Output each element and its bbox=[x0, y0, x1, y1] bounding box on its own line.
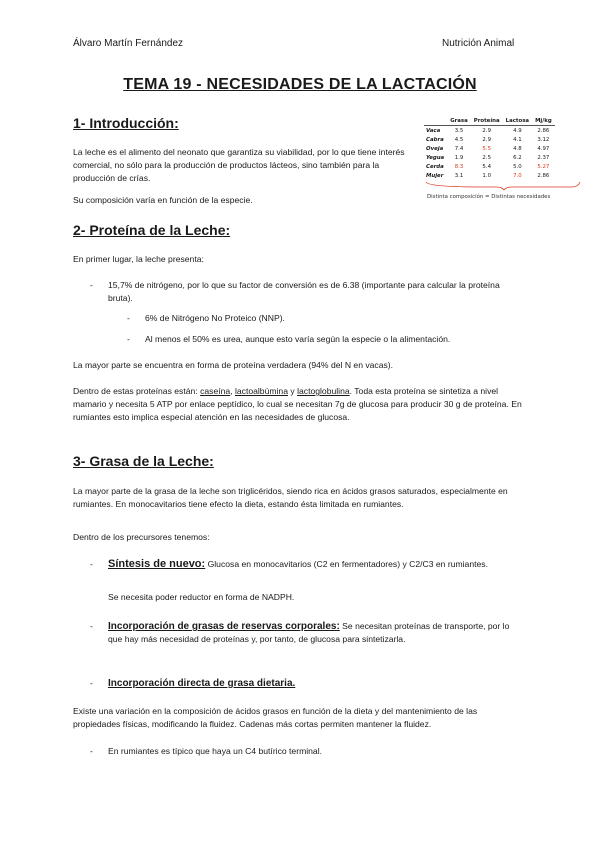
s3-item-reservas: - Incorporación de grasas de reservas corporales: Se necesitan proteínas de transporte, por lo que hay más necesidad de proteínas y, por tanto, de glucosa para sintetizarla. bbox=[90, 621, 510, 644]
value-cell: 8.3 bbox=[454, 163, 464, 170]
value-cell: 7.4 bbox=[454, 145, 464, 152]
brace-underline bbox=[424, 181, 584, 191]
species-cell: Oveja bbox=[426, 145, 444, 152]
composition-table bbox=[424, 116, 584, 200]
page-title: TEMA 19 - NECESIDADES DE LA LACTACIÓN bbox=[123, 76, 477, 93]
table-row bbox=[424, 135, 555, 144]
value-cell: 5.0 bbox=[513, 163, 522, 170]
value-cell: 4.8 bbox=[513, 145, 522, 152]
value-cell: 2.86 bbox=[532, 126, 555, 136]
header-subject: Nutrición Animal bbox=[442, 38, 515, 49]
table-header-cell bbox=[424, 116, 447, 126]
s1-paragraph-2: Su composición varía en función de la especie. bbox=[73, 195, 253, 205]
s2-paragraph-2: La mayor parte se encuentra en forma de proteína verdadera (94% del N en vacas). bbox=[73, 360, 394, 370]
table-header-cell: Mj/kg bbox=[535, 117, 552, 124]
species-cell: Yegua bbox=[426, 154, 445, 161]
s3-item-sintesis-note: Se necesita poder reductor en forma de NADPH. bbox=[108, 592, 295, 602]
value-cell: 4.9 bbox=[503, 126, 532, 136]
s2-paragraph-1: En primer lugar, la leche presenta: bbox=[73, 254, 204, 264]
value-cell: 7.0 bbox=[513, 172, 522, 179]
value-cell: 2.5 bbox=[482, 154, 491, 161]
value-cell: 3.12 bbox=[537, 136, 550, 143]
s3-bullet-butirico: - En rumiantes es típico que haya un C4 butírico terminal. bbox=[90, 746, 323, 756]
value-cell: 4.1 bbox=[513, 136, 522, 143]
species-cell: Vaca bbox=[424, 126, 447, 136]
s3-paragraph-3: Existe una variación en la composición de ácidos grasos en función de la dieta y del mantenimiento de las propiedades físicas, modificando la fluidez. Cadenas más cortas permiten mantener la fluidez. bbox=[73, 706, 478, 729]
s2-paragraph-3: Dentro de estas proteínas están: caseína, lactoalbúmina y lactoglobulina. Toda esta proteína se sintetiza a nivel mamario y necesita 5 ATP por enlace peptídico, lo cual se necesitan 7g de glucosa para producir 30 g de proteína. En rumiantes esto implica especial atención en las necesidades de glucosa. bbox=[73, 386, 522, 422]
value-cell: 1.0 bbox=[482, 172, 491, 179]
table-row bbox=[424, 144, 555, 153]
table-row bbox=[424, 126, 555, 136]
section-1-heading: 1- Introducción: bbox=[73, 115, 179, 131]
section-3-heading: 3- Grasa de la Leche: bbox=[73, 453, 214, 469]
keyword-lactoalbumina: lactoalbúmina bbox=[234, 386, 288, 396]
table-header-cell: Lactosa bbox=[505, 117, 530, 124]
header-author: Álvaro Martín Fernández bbox=[73, 38, 184, 49]
species-cell: Cerda bbox=[426, 163, 444, 170]
table-caption: Distinta composición = Distintas necesidades bbox=[427, 194, 551, 200]
value-cell: 4.5 bbox=[454, 136, 464, 143]
value-cell: 6.2 bbox=[513, 154, 522, 161]
table-row bbox=[424, 153, 555, 162]
species-cell: Cabra bbox=[426, 136, 444, 143]
value-cell: 5.27 bbox=[537, 163, 550, 170]
s1-paragraph-1: La leche es el alimento del neonato que garantiza su viabilidad, por lo que tiene interés comercial, no sólo para la producción de productos lácteos, sino también para la producción de crías. bbox=[73, 147, 405, 183]
value-cell: 1.9 bbox=[454, 154, 464, 161]
table-row bbox=[424, 162, 555, 171]
keyword-caseina: caseína bbox=[200, 386, 231, 396]
value-cell: 4.97 bbox=[537, 145, 550, 152]
value-cell: 2.37 bbox=[537, 154, 550, 161]
s3-item-dietaria: - Incorporación directa de grasa dietaria. bbox=[90, 678, 296, 689]
species-cell: Mujer bbox=[426, 172, 444, 179]
value-cell: 2.86 bbox=[537, 172, 550, 179]
s3-paragraph-1: La mayor parte de la grasa de la leche son triglicéridos, siendo rica en ácidos grasos saturados, especialmente en rumiantes. En monocavitarios tiene efecto la dieta, estando ésta limitada en rumiantes. bbox=[73, 486, 508, 509]
value-cell: 2.9 bbox=[482, 136, 491, 143]
value-cell: 5.4 bbox=[482, 163, 491, 170]
s2-bullet-1a: - 6% de Nitrógeno No Proteico (NNP). bbox=[127, 313, 285, 323]
s2-bullet-1: - 15,7% de nitrógeno, por lo que su factor de conversión es de 6.38 (importante para calcular la proteína bruta). bbox=[90, 280, 500, 303]
value-cell: 2.9 bbox=[471, 126, 503, 136]
section-2-heading: 2- Proteína de la Leche: bbox=[73, 222, 231, 238]
table-row bbox=[424, 171, 555, 180]
value-cell: 3.5 bbox=[447, 126, 471, 136]
value-cell: 5.5 bbox=[482, 145, 491, 152]
s3-paragraph-2: Dentro de los precursores tenemos: bbox=[73, 532, 210, 542]
table-header-cell: Proteína bbox=[473, 117, 500, 124]
keyword-lactoglobulina: lactoglobulina bbox=[297, 386, 350, 396]
table-header-cell: Grasa bbox=[450, 117, 468, 124]
s3-item-sintesis: - Síntesis de nuevo: Glucosa en monocavitarios (C2 en fermentadores) y C2/C3 en rumiantes. bbox=[90, 558, 488, 570]
value-cell: 3.1 bbox=[454, 172, 464, 179]
s2-bullet-1b: - Al menos el 50% es urea, aunque esto varía según la especie o la alimentación. bbox=[127, 334, 451, 344]
